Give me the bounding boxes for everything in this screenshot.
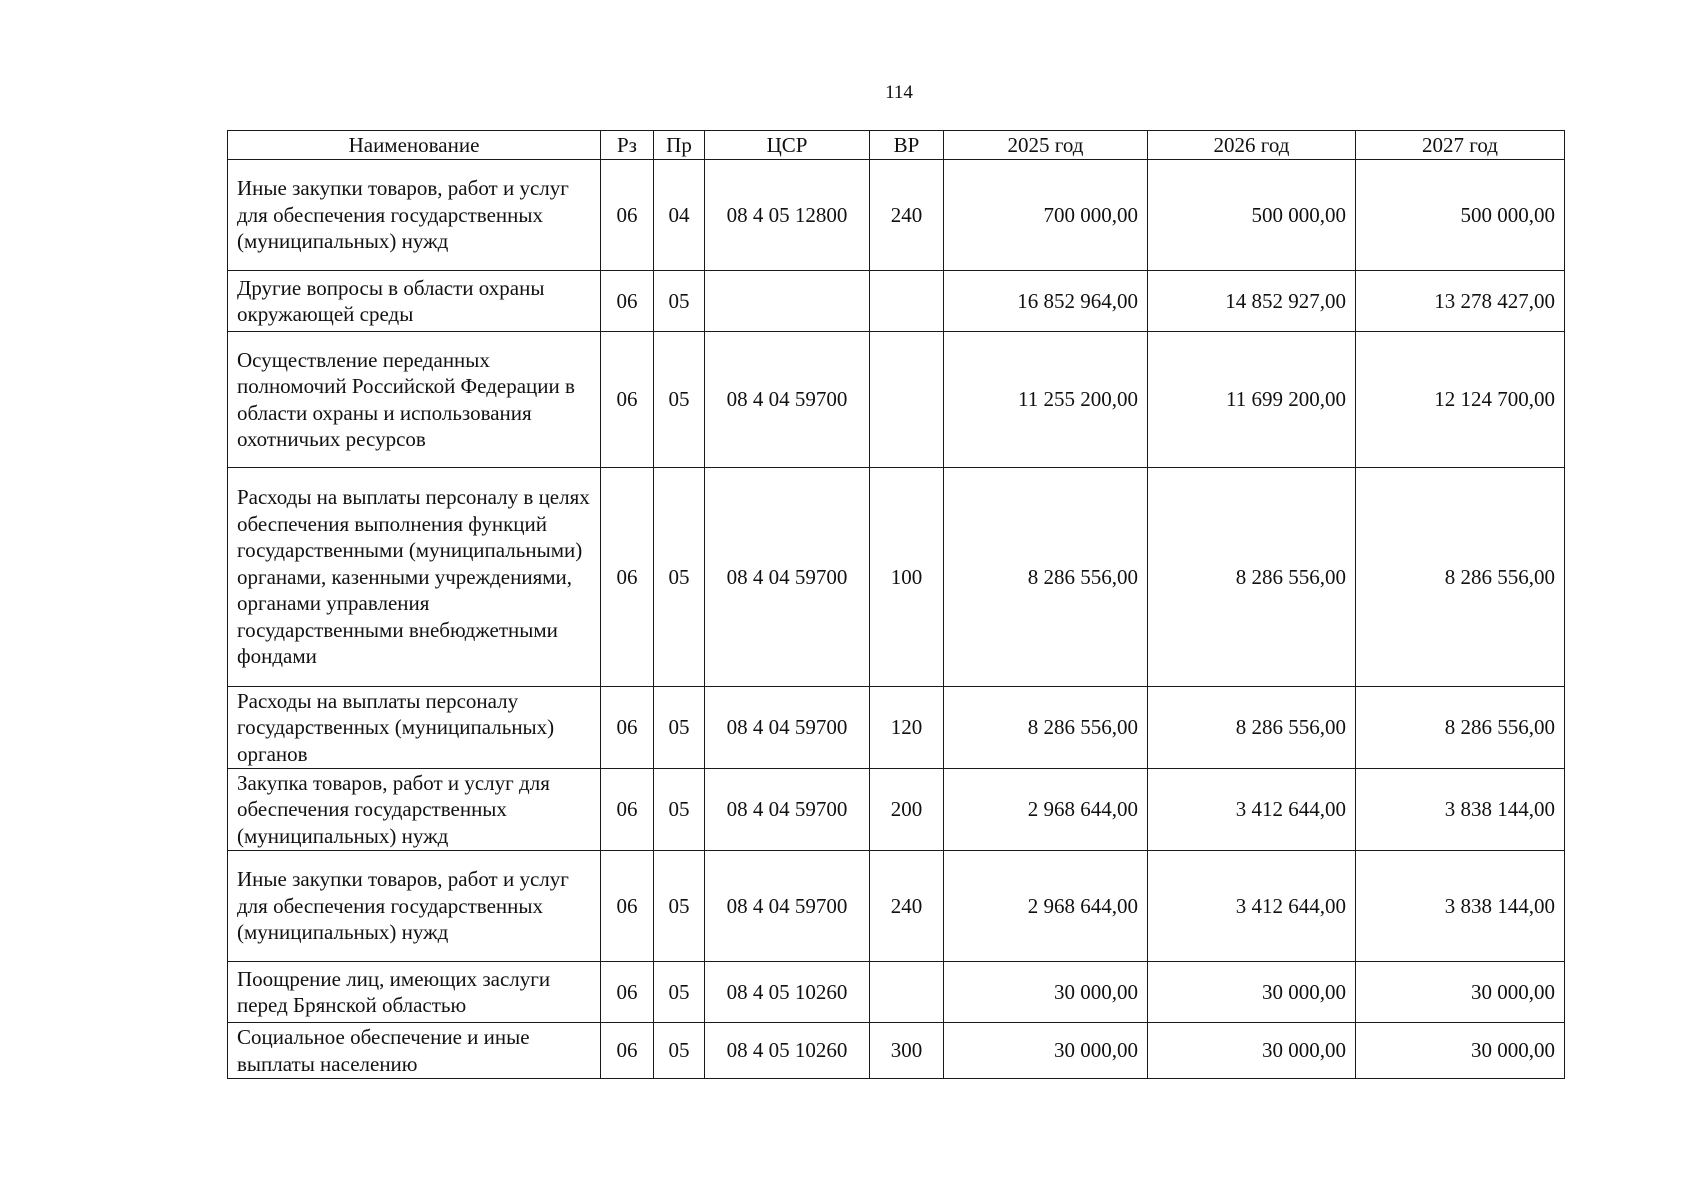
- page-number: 114: [885, 82, 913, 103]
- table-row: [228, 271, 1565, 332]
- cell-2027: 500 000,00: [1356, 160, 1565, 271]
- cell-name: Иные закупки товаров, работ и услуг для обеспечения государственных (муниципальных) нужд: [228, 851, 601, 962]
- cell-vr: 240: [870, 851, 944, 962]
- header-row: [228, 131, 1565, 160]
- cell-rz: 06: [601, 1023, 654, 1079]
- table-row: [228, 687, 1565, 769]
- cell-2027: 3 838 144,00: [1356, 769, 1565, 851]
- cell-rz: 06: [601, 769, 654, 851]
- cell-pr: 05: [654, 687, 705, 769]
- cell-2025: 16 852 964,00: [944, 271, 1148, 332]
- table-row: [228, 160, 1565, 271]
- cell-vr: [870, 271, 944, 332]
- header-2026: 2026 год: [1148, 131, 1356, 160]
- cell-csr: [705, 271, 870, 332]
- header-2025: 2025 год: [944, 131, 1148, 160]
- cell-2027: 30 000,00: [1356, 1023, 1565, 1079]
- cell-vr: 100: [870, 468, 944, 687]
- cell-vr: 300: [870, 1023, 944, 1079]
- cell-2026: 500 000,00: [1148, 160, 1356, 271]
- cell-csr: 08 4 05 10260: [705, 962, 870, 1023]
- table-row: [228, 468, 1565, 687]
- header-2027: 2027 год: [1356, 131, 1565, 160]
- cell-2025: 30 000,00: [944, 962, 1148, 1023]
- table-row: [228, 769, 1565, 851]
- cell-rz: 06: [601, 160, 654, 271]
- cell-2025: 8 286 556,00: [944, 687, 1148, 769]
- cell-pr: 05: [654, 332, 705, 468]
- cell-rz: 06: [601, 851, 654, 962]
- cell-vr: [870, 332, 944, 468]
- cell-rz: 06: [601, 468, 654, 687]
- cell-rz: 06: [601, 271, 654, 332]
- cell-2026: 30 000,00: [1148, 962, 1356, 1023]
- cell-pr: 04: [654, 160, 705, 271]
- cell-name: Другие вопросы в области охраны окружающей среды: [228, 271, 601, 332]
- cell-2027: 30 000,00: [1356, 962, 1565, 1023]
- cell-2027: 3 838 144,00: [1356, 851, 1565, 962]
- header-vr: ВР: [870, 131, 944, 160]
- cell-2027: 8 286 556,00: [1356, 468, 1565, 687]
- cell-pr: 05: [654, 769, 705, 851]
- cell-pr: 05: [654, 962, 705, 1023]
- cell-2027: 13 278 427,00: [1356, 271, 1565, 332]
- cell-rz: 06: [601, 687, 654, 769]
- cell-2026: 30 000,00: [1148, 1023, 1356, 1079]
- cell-vr: 120: [870, 687, 944, 769]
- cell-2027: 8 286 556,00: [1356, 687, 1565, 769]
- cell-name: Иные закупки товаров, работ и услуг для обеспечения государственных (муниципальных) нужд: [228, 160, 601, 271]
- cell-name: Поощрение лиц, имеющих заслуги перед Брянской областью: [228, 962, 601, 1023]
- cell-2026: 3 412 644,00: [1148, 769, 1356, 851]
- cell-vr: 240: [870, 160, 944, 271]
- cell-csr: 08 4 05 12800: [705, 160, 870, 271]
- cell-pr: 05: [654, 1023, 705, 1079]
- cell-csr: 08 4 04 59700: [705, 769, 870, 851]
- table-row: [228, 962, 1565, 1023]
- table-row: [228, 851, 1565, 962]
- cell-vr: 200: [870, 769, 944, 851]
- table-body: [228, 160, 1565, 1079]
- cell-pr: 05: [654, 271, 705, 332]
- cell-csr: 08 4 04 59700: [705, 687, 870, 769]
- cell-name: Расходы на выплаты персоналу в целях обеспечения выполнения функций государственными (муниципальными) органами, казенными учреждениями, органами управления государственными внебюджетными фондами: [228, 468, 601, 687]
- cell-name: Расходы на выплаты персоналу государственных (муниципальных) органов: [228, 687, 601, 769]
- cell-name: Осуществление переданных полномочий Российской Федерации в области охраны и использования охотничьих ресурсов: [228, 332, 601, 468]
- cell-pr: 05: [654, 851, 705, 962]
- cell-2026: 8 286 556,00: [1148, 687, 1356, 769]
- budget-table: [227, 130, 1565, 1079]
- cell-2026: 3 412 644,00: [1148, 851, 1356, 962]
- table-header: [228, 131, 1565, 160]
- cell-csr: 08 4 04 59700: [705, 468, 870, 687]
- cell-2025: 8 286 556,00: [944, 468, 1148, 687]
- header-pr: Пр: [654, 131, 705, 160]
- cell-2025: 11 255 200,00: [944, 332, 1148, 468]
- header-csr: ЦСР: [705, 131, 870, 160]
- table-row: [228, 332, 1565, 468]
- header-name: Наименование: [228, 131, 601, 160]
- cell-2025: 2 968 644,00: [944, 851, 1148, 962]
- cell-2027: 12 124 700,00: [1356, 332, 1565, 468]
- header-rz: Рз: [601, 131, 654, 160]
- cell-2026: 11 699 200,00: [1148, 332, 1356, 468]
- cell-2026: 14 852 927,00: [1148, 271, 1356, 332]
- cell-2025: 700 000,00: [944, 160, 1148, 271]
- cell-csr: 08 4 04 59700: [705, 332, 870, 468]
- cell-pr: 05: [654, 468, 705, 687]
- cell-vr: [870, 962, 944, 1023]
- cell-csr: 08 4 04 59700: [705, 851, 870, 962]
- cell-name: Закупка товаров, работ и услуг для обеспечения государственных (муниципальных) нужд: [228, 769, 601, 851]
- cell-rz: 06: [601, 962, 654, 1023]
- cell-2026: 8 286 556,00: [1148, 468, 1356, 687]
- cell-rz: 06: [601, 332, 654, 468]
- cell-name: Социальное обеспечение и иные выплаты населению: [228, 1023, 601, 1079]
- cell-csr: 08 4 05 10260: [705, 1023, 870, 1079]
- cell-2025: 2 968 644,00: [944, 769, 1148, 851]
- cell-2025: 30 000,00: [944, 1023, 1148, 1079]
- table-row: [228, 1023, 1565, 1079]
